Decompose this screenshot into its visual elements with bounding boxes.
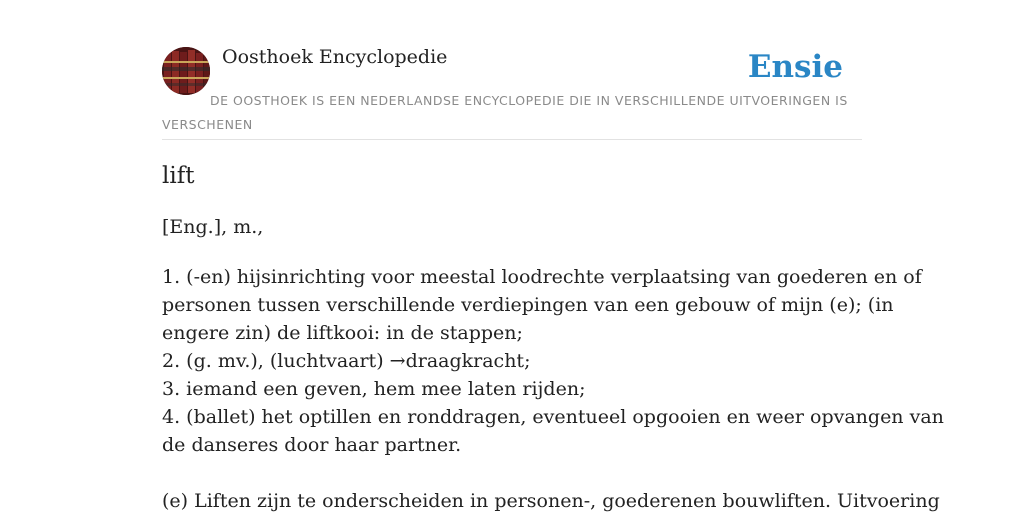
entry-term: lift xyxy=(162,163,195,189)
definition-line: engere zin) de liftkooi: in de stappen; xyxy=(162,322,523,344)
definition-line: personen tussen verschillende verdiepingen van een gebouw of mijn (e); (in xyxy=(162,294,894,316)
definition-line xyxy=(162,459,867,487)
source-title[interactable]: Oosthoek Encyclopedie xyxy=(222,46,448,68)
source-avatar[interactable] xyxy=(162,47,210,95)
book-spines-icon xyxy=(162,47,210,95)
definition-line: (e) Liften zijn te onderscheiden in personen-, goederenen bouwliften. Uitvoering xyxy=(162,490,940,512)
definition-line: 3. iemand een geven, hem mee laten rijden; xyxy=(162,378,586,400)
definition-line: 2. (g. mv.), (luchtvaart) →draagkracht; xyxy=(162,350,531,372)
entry-definition xyxy=(162,263,944,512)
definition-line: 4. (ballet) het optillen en ronddragen, eventueel opgooien en weer opvangen van xyxy=(162,406,944,428)
definition-line: de danseres door haar partner. xyxy=(162,434,462,456)
ensie-logo[interactable]: Ensie xyxy=(747,49,843,85)
entry-grammar: [Eng.], m., xyxy=(162,216,264,238)
entry-header-container xyxy=(162,0,862,140)
source-description: DE OOSTHOEK IS EEN NEDERLANDSE ENCYCLOPEDIE DIE IN VERSCHILLENDE UITVOERINGEN IS VERSCHENEN xyxy=(162,93,848,132)
definition-line: 1. (-en) hijsinrichting voor meestal loodrechte verplaatsing van goederen en of xyxy=(162,266,922,288)
source-header xyxy=(162,0,862,140)
